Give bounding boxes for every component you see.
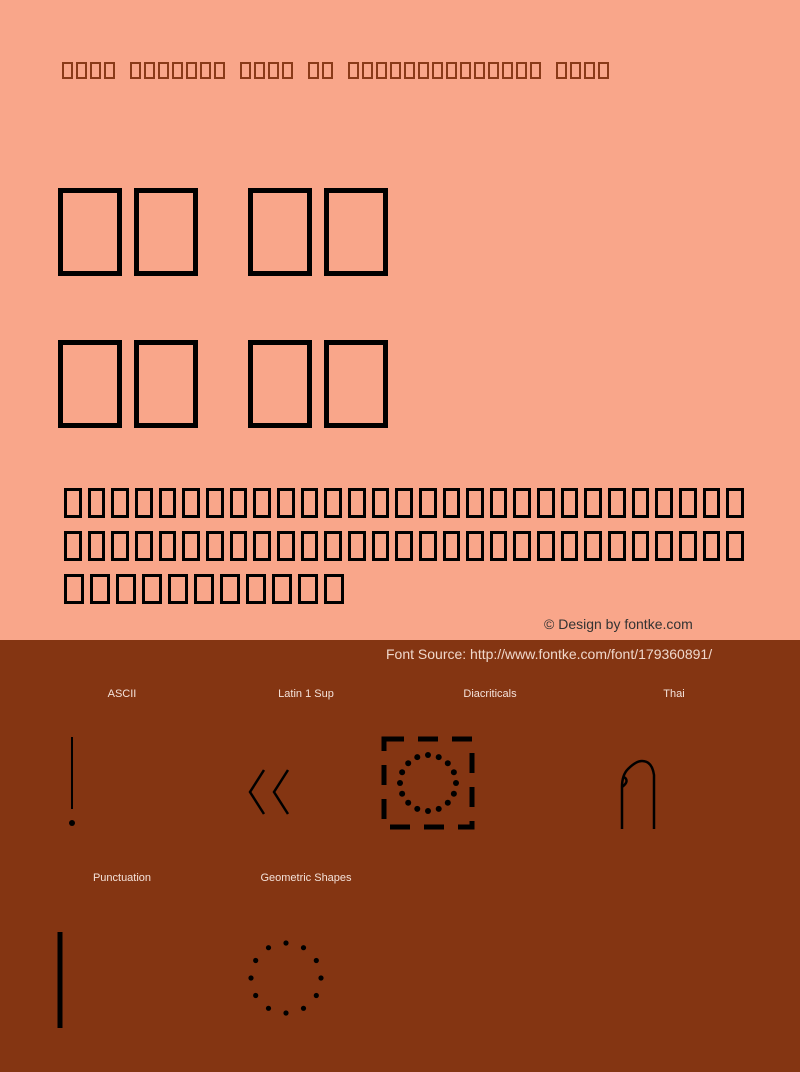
design-credit: © Design by fontke.com: [544, 616, 693, 632]
dot: [405, 800, 411, 806]
missing-glyph-box: [64, 574, 84, 604]
large-sample-word: [58, 340, 198, 428]
dot: [405, 760, 411, 766]
block-label: ASCII: [107, 688, 137, 700]
block-label: Geometric Shapes: [260, 872, 352, 884]
missing-glyph-box: [282, 62, 293, 79]
missing-glyph-box: [253, 488, 271, 518]
missing-glyph-box: [324, 188, 388, 276]
exclamation-icon: [62, 735, 82, 830]
missing-glyph-box: [168, 574, 188, 604]
missing-glyph-box: [144, 62, 155, 79]
font-name-title: [62, 58, 609, 84]
missing-glyph-box: [570, 62, 581, 79]
dot: [451, 769, 457, 775]
missing-glyph-box: [111, 531, 129, 561]
missing-glyph-box: [516, 62, 527, 79]
missing-glyph-box: [443, 531, 461, 561]
missing-glyph-box: [182, 531, 200, 561]
missing-glyph-box: [88, 488, 106, 518]
missing-glyph-box: [130, 62, 141, 79]
missing-glyph-box: [584, 531, 602, 561]
missing-glyph-box: [324, 340, 388, 428]
missing-glyph-box: [104, 62, 115, 79]
missing-glyph-box: [466, 531, 484, 561]
missing-glyph-box: [240, 62, 251, 79]
missing-glyph-box: [632, 488, 650, 518]
dot: [445, 760, 451, 766]
large-sample-word: [58, 188, 198, 276]
paragraph-line: [64, 488, 744, 521]
block-punctuation: [30, 872, 214, 884]
missing-glyph-box: [62, 62, 73, 79]
missing-glyph-box: [322, 62, 333, 79]
sample-paragraph: [64, 488, 744, 617]
large-sample-row: [58, 340, 438, 428]
dot: [283, 1010, 288, 1015]
dot: [301, 1006, 306, 1011]
missing-glyph-box: [206, 531, 224, 561]
missing-glyph-box: [466, 488, 484, 518]
missing-glyph-box: [474, 62, 485, 79]
missing-glyph-box: [248, 188, 312, 276]
missing-glyph-box: [301, 488, 319, 518]
missing-glyph-box: [298, 574, 318, 604]
dot: [314, 993, 319, 998]
dotted-circle-box-icon: [380, 735, 476, 831]
dot: [414, 806, 420, 812]
missing-glyph-box: [230, 531, 248, 561]
title-word: [348, 58, 541, 84]
dot: [318, 975, 323, 980]
missing-glyph-box: [703, 531, 721, 561]
vertical-bar-icon: [52, 930, 68, 1030]
paragraph-line: [64, 531, 744, 564]
missing-glyph-box: [200, 62, 211, 79]
missing-glyph-box: [220, 574, 240, 604]
missing-glyph-box: [372, 531, 390, 561]
dot: [451, 791, 457, 797]
missing-glyph-box: [186, 62, 197, 79]
missing-glyph-box: [172, 62, 183, 79]
missing-glyph-box: [348, 531, 366, 561]
missing-glyph-box: [90, 574, 110, 604]
missing-glyph-box: [134, 340, 198, 428]
missing-glyph-box: [513, 488, 531, 518]
block-label: Thai: [663, 688, 685, 700]
title-word: [308, 58, 333, 84]
missing-glyph-box: [159, 531, 177, 561]
missing-glyph-box: [446, 62, 457, 79]
missing-glyph-box: [395, 531, 413, 561]
missing-glyph-box: [726, 531, 744, 561]
dot: [301, 945, 306, 950]
missing-glyph-box: [404, 62, 415, 79]
dot: [266, 1006, 271, 1011]
missing-glyph-box: [537, 531, 555, 561]
missing-glyph-box: [58, 188, 122, 276]
dot: [436, 754, 442, 760]
missing-glyph-box: [432, 62, 443, 79]
missing-glyph-box: [230, 488, 248, 518]
dot: [453, 780, 459, 786]
dot: [253, 993, 258, 998]
dot: [314, 958, 319, 963]
missing-glyph-box: [608, 488, 626, 518]
dot: [425, 808, 431, 814]
missing-glyph-box: [90, 62, 101, 79]
missing-glyph-box: [679, 531, 697, 561]
missing-glyph-box: [324, 574, 344, 604]
missing-glyph-box: [159, 488, 177, 518]
missing-glyph-box: [584, 62, 595, 79]
large-sample-word: [248, 188, 388, 276]
block-label: Punctuation: [92, 872, 152, 884]
missing-glyph-box: [206, 488, 224, 518]
missing-glyph-box: [76, 62, 87, 79]
large-sample-grid: [58, 188, 438, 492]
missing-glyph-box: [513, 531, 531, 561]
dot: [397, 780, 403, 786]
guillemet-left-icon: [246, 768, 296, 818]
missing-glyph-box: [530, 62, 541, 79]
missing-glyph-box: [460, 62, 471, 79]
block-ascii: [30, 688, 214, 700]
missing-glyph-box: [584, 488, 602, 518]
missing-glyph-box: [419, 531, 437, 561]
dot: [445, 800, 451, 806]
missing-glyph-box: [248, 340, 312, 428]
block-diacriticals: [398, 688, 582, 700]
missing-glyph-box: [142, 574, 162, 604]
missing-glyph-box: [703, 488, 721, 518]
title-word: [130, 58, 225, 84]
title-word: [62, 58, 115, 84]
missing-glyph-box: [182, 488, 200, 518]
thai-ko-kai-icon: [614, 755, 662, 831]
block-latin1: [214, 688, 398, 700]
block-label: Latin 1 Sup: [278, 688, 334, 700]
dot: [399, 769, 405, 775]
missing-glyph-box: [135, 531, 153, 561]
missing-glyph-box: [134, 188, 198, 276]
missing-glyph-box: [348, 62, 359, 79]
dot: [414, 754, 420, 760]
large-sample-word: [248, 340, 388, 428]
title-word: [556, 58, 609, 84]
missing-glyph-box: [488, 62, 499, 79]
missing-glyph-box: [443, 488, 461, 518]
missing-glyph-box: [301, 531, 319, 561]
paragraph-line: [64, 574, 744, 607]
large-sample-row: [58, 188, 438, 276]
missing-glyph-box: [376, 62, 387, 79]
missing-glyph-box: [158, 62, 169, 79]
missing-glyph-box: [64, 531, 82, 561]
missing-glyph-box: [88, 531, 106, 561]
missing-glyph-box: [726, 488, 744, 518]
missing-glyph-box: [246, 574, 266, 604]
missing-glyph-box: [64, 488, 82, 518]
missing-glyph-box: [418, 62, 429, 79]
missing-glyph-box: [598, 62, 609, 79]
missing-glyph-box: [490, 488, 508, 518]
block-label: Diacriticals: [463, 688, 517, 700]
dot: [436, 806, 442, 812]
missing-glyph-box: [214, 62, 225, 79]
dot: [283, 940, 288, 945]
font-source-link[interactable]: Font Source: http://www.fontke.com/font/179360891/: [386, 646, 713, 662]
missing-glyph-box: [655, 531, 673, 561]
missing-glyph-box: [254, 62, 265, 79]
missing-glyph-box: [194, 574, 214, 604]
missing-glyph-box: [362, 62, 373, 79]
missing-glyph-box: [395, 488, 413, 518]
missing-glyph-box: [679, 488, 697, 518]
missing-glyph-box: [268, 62, 279, 79]
missing-glyph-box: [372, 488, 390, 518]
missing-glyph-box: [58, 340, 122, 428]
missing-glyph-box: [324, 488, 342, 518]
dot: [425, 752, 431, 758]
missing-glyph-box: [116, 574, 136, 604]
missing-glyph-box: [277, 531, 295, 561]
missing-glyph-box: [419, 488, 437, 518]
dot: [266, 945, 271, 950]
missing-glyph-box: [556, 62, 567, 79]
missing-glyph-box: [272, 574, 292, 604]
block-geometric: [214, 872, 398, 884]
dot: [248, 975, 253, 980]
missing-glyph-box: [502, 62, 513, 79]
missing-glyph-box: [253, 531, 271, 561]
missing-glyph-box: [390, 62, 401, 79]
missing-glyph-box: [655, 488, 673, 518]
missing-glyph-box: [608, 531, 626, 561]
block-thai: [582, 688, 766, 700]
dot: [253, 958, 258, 963]
missing-glyph-box: [537, 488, 555, 518]
missing-glyph-box: [324, 531, 342, 561]
missing-glyph-box: [348, 488, 366, 518]
missing-glyph-box: [490, 531, 508, 561]
missing-glyph-box: [111, 488, 129, 518]
missing-glyph-box: [277, 488, 295, 518]
missing-glyph-box: [561, 531, 579, 561]
dot: [399, 791, 405, 797]
missing-glyph-box: [308, 62, 319, 79]
missing-glyph-box: [632, 531, 650, 561]
missing-glyph-box: [135, 488, 153, 518]
title-word: [240, 58, 293, 84]
dotted-circle-icon: [244, 940, 328, 1016]
missing-glyph-box: [561, 488, 579, 518]
